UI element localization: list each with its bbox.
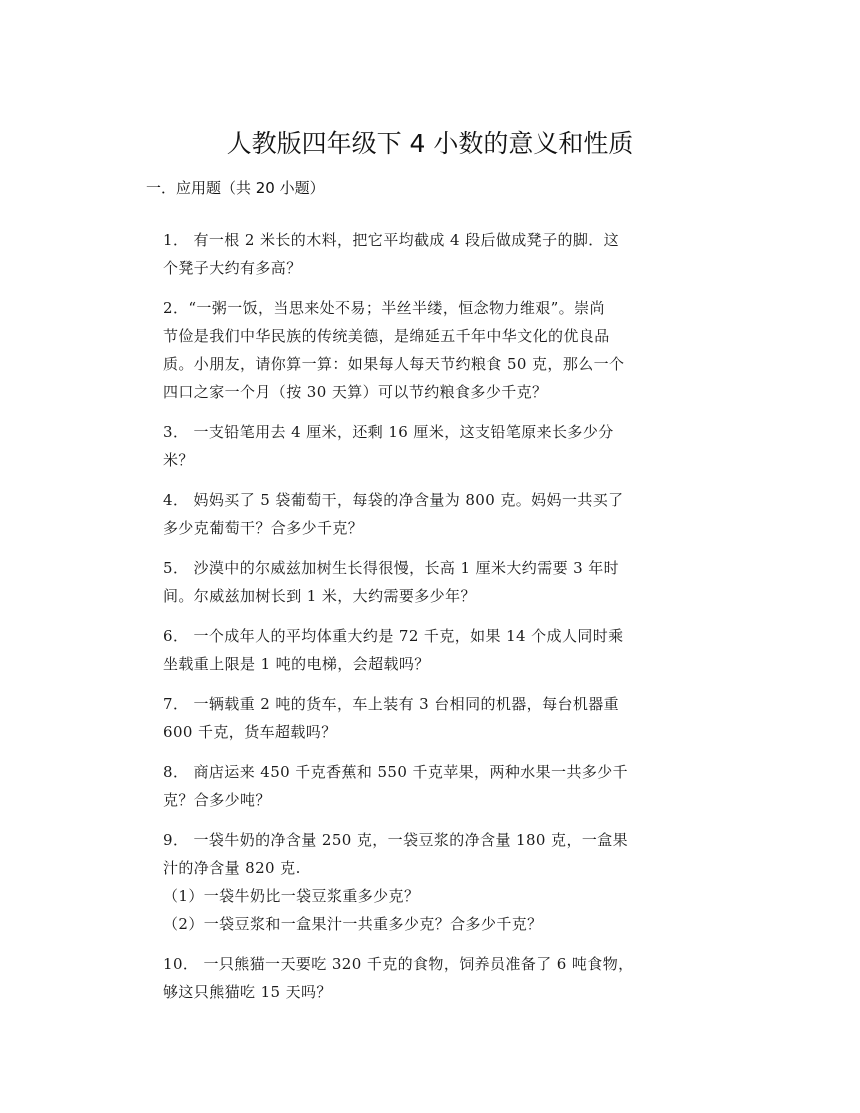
- question-line: 间。尔威兹加树长到 1 米，大约需要多少年？: [163, 587, 476, 605]
- question-line: 9． 一袋牛奶的净含量 250 克，一袋豆浆的净含量 180 克，一盒果: [163, 831, 629, 849]
- question-line: 四口之家一个月（按 30 天算）可以节约粮食多少千克？: [163, 383, 548, 401]
- question-line: 节俭是我们中华民族的传统美德，是绵延五千年中华文化的优良品: [163, 327, 610, 345]
- sub-question: （1）一袋牛奶比一袋豆浆重多少克？: [163, 887, 420, 905]
- question-line: 质。小朋友，请你算一算：如果每人每天节约粮食 50 克，那么一个: [163, 355, 625, 373]
- question-line: 克？合多少吨？: [163, 791, 271, 809]
- question-3: [163, 418, 703, 474]
- question-8: [163, 758, 703, 814]
- question-line: 7． 一辆载重 2 吨的货车，车上装有 3 台相同的机器，每台机器重: [163, 695, 620, 713]
- question-10: [163, 950, 703, 1006]
- question-line: 够这只熊猫吃 15 天吗？: [163, 983, 332, 1001]
- question-line: 1． 有一根 2 米长的木料，把它平均截成 4 段后做成凳子的脚．这: [163, 231, 620, 249]
- question-list: [163, 226, 703, 1018]
- question-line: 4． 妈妈买了 5 袋葡萄干，每袋的净含量为 800 克。妈妈一共买了: [163, 491, 624, 509]
- question-1: [163, 226, 703, 282]
- question-4: [163, 486, 703, 542]
- question-line: 汁的净含量 820 克.: [163, 859, 301, 877]
- question-7: [163, 690, 703, 746]
- question-line: 3． 一支铅笔用去 4 厘米，还剩 16 厘米，这支铅笔原来长多少分: [163, 423, 614, 441]
- question-line: 个凳子大约有多高？: [163, 259, 302, 277]
- question-line: 8． 商店运来 450 千克香蕉和 550 千克苹果，两种水果一共多少千: [163, 763, 629, 781]
- question-line: 米？: [163, 451, 194, 469]
- question-6: [163, 622, 703, 678]
- question-line: 5． 沙漠中的尔威兹加树生长得很慢，长高 1 厘米大约需要 3 年时: [163, 559, 620, 577]
- question-line: 2．“一粥一饭，当思来处不易；半丝半缕，恒念物力维艰”。崇尚: [163, 299, 605, 317]
- question-line: 多少克葡萄干？合多少千克？: [163, 519, 364, 537]
- question-9: [163, 826, 703, 938]
- question-line: 坐载重上限是 1 吨的电梯，会超载吗？: [163, 655, 430, 673]
- question-line: 10． 一只熊猫一天要吃 320 千克的食物，饲养员准备了 6 吨食物，: [163, 955, 634, 973]
- sub-question: （2）一袋豆浆和一盒果汁一共重多少克？合多少千克？: [163, 915, 543, 933]
- page-title: 人教版四年级下 4 小数的意义和性质: [226, 129, 634, 158]
- question-line: 600 千克，货车超载吗？: [163, 723, 337, 741]
- question-2: [163, 294, 703, 406]
- section-heading: 一．应用题（共 20 小题）: [146, 179, 325, 197]
- question-5: [163, 554, 703, 610]
- question-line: 6． 一个成年人的平均体重大约是 72 千克，如果 14 个成人同时乘: [163, 627, 624, 645]
